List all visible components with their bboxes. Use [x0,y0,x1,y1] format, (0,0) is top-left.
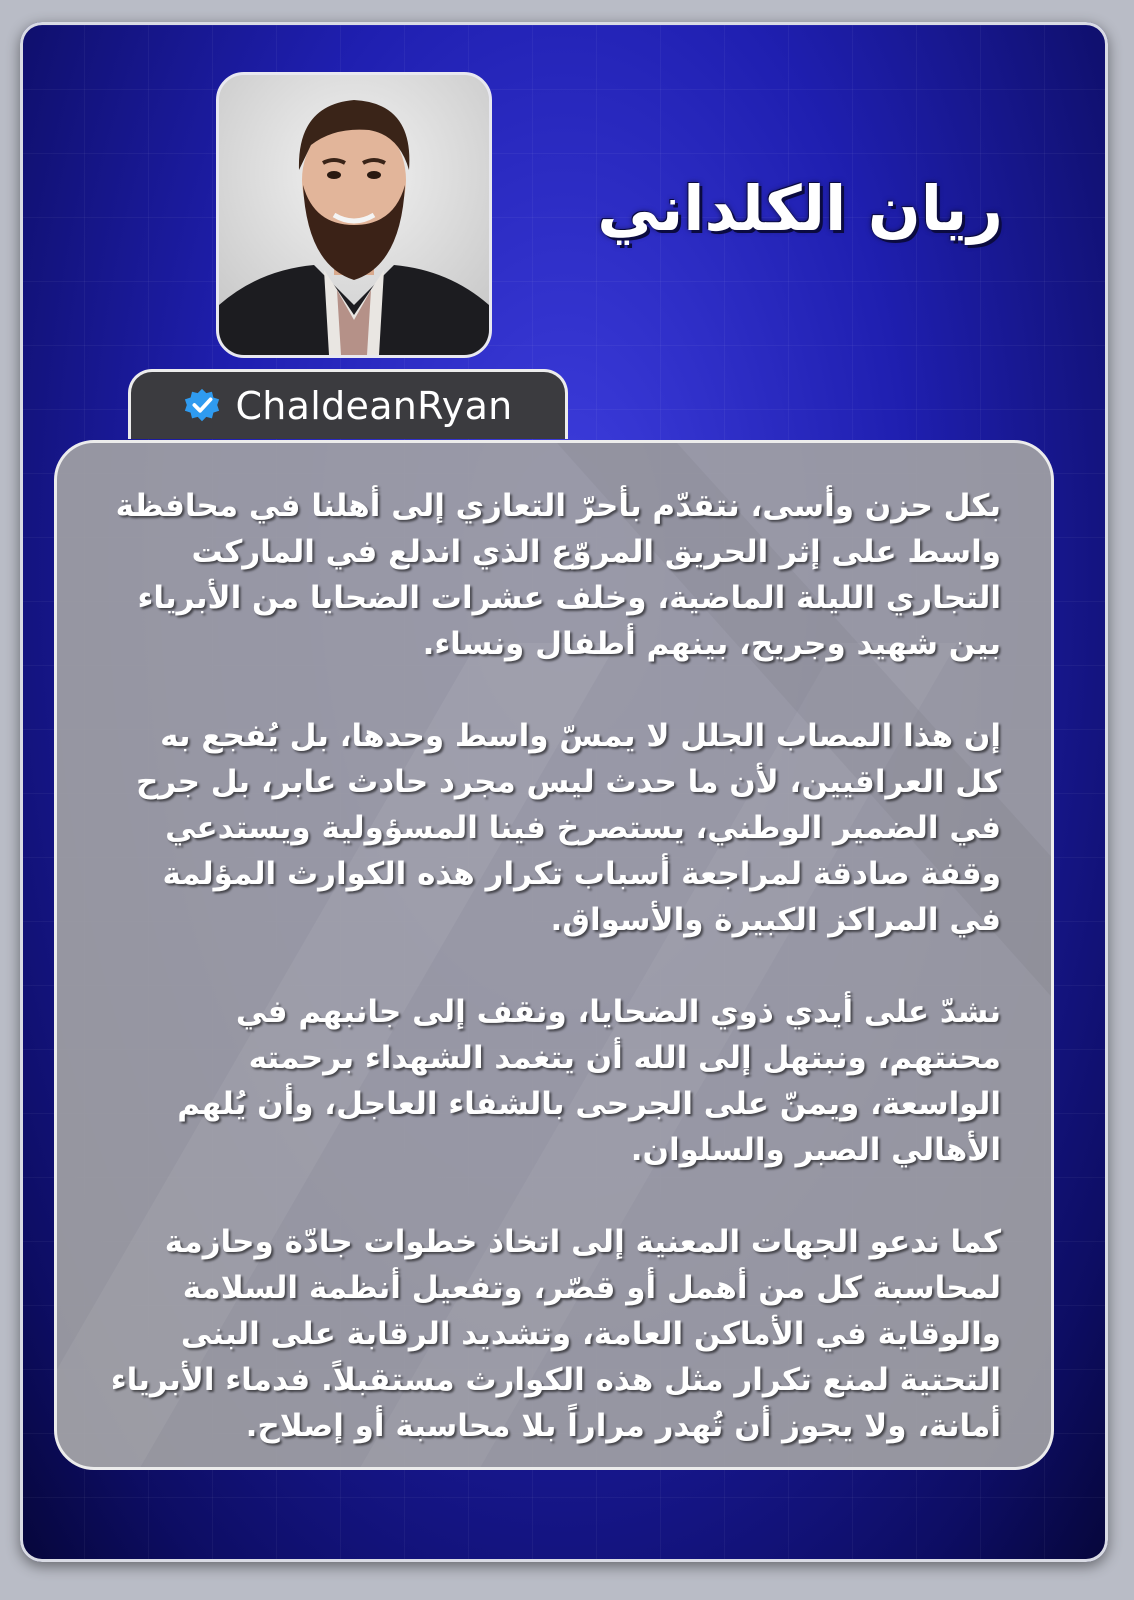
handle-text: ChaldeanRyan [235,383,513,428]
post-card [20,22,1108,1562]
handle-badge [128,369,568,439]
portrait-illustration [219,75,489,355]
paragraph: كما ندعو الجهات المعنية إلى اتخاذ خطوات جادّة وحازمة لمحاسبة كل من أهمل أو قصّر، وتفعيل أنظمة السلامة والوقاية في الأماكن العامة، وتشديد الرقابة على البنى التحتية لمنع تكرار مثل هذه الكوارث مستقبلاً. فدماء الأبرياء أمانة، ولا يجوز أن تُهدر مراراً بلا محاسبة أو إصلاح. [110,1224,1001,1444]
paragraph: إن هذا المصاب الجلل لا يمسّ واسط وحدها، بل يُفجع به كل العراقيين، لأن ما حدث ليس مجرد حادث عابر، بل جرح في الضمير الوطني، يستصرخ فينا المسؤولية ويستدعي وقفة صادقة لمراجعة أسباب تكرار هذه الكوارث المؤلمة في المراكز الكبيرة والأسواق. [135,718,1001,938]
paragraph: بكل حزن وأسى، نتقدّم بأحرّ التعازي إلى أهلنا في محافظة واسط على إثر الحريق المروّع الذي اندلع في الماركت التجاري الليلة الماضية، وخلف عشرات الضحايا من الأبرياء بين شهيد وجريح، بينهم أطفال ونساء. [115,488,1001,662]
paragraph: نشدّ على أيدي ذوي الضحايا، ونقف إلى جانبهم في محنتهم، ونبتهل إلى الله أن يتغمد الشهداء برحمته الواسعة، ويمنّ على الجرحى بالشفاء العاجل، وأن يُلهم الأهالي الصبر والسلوان. [177,994,1001,1168]
profile-photo [216,72,492,358]
message-body [107,483,1001,1470]
message-panel [54,440,1054,1470]
profile-name: ريان الكلداني [597,172,1003,245]
verified-badge-icon [183,387,221,425]
